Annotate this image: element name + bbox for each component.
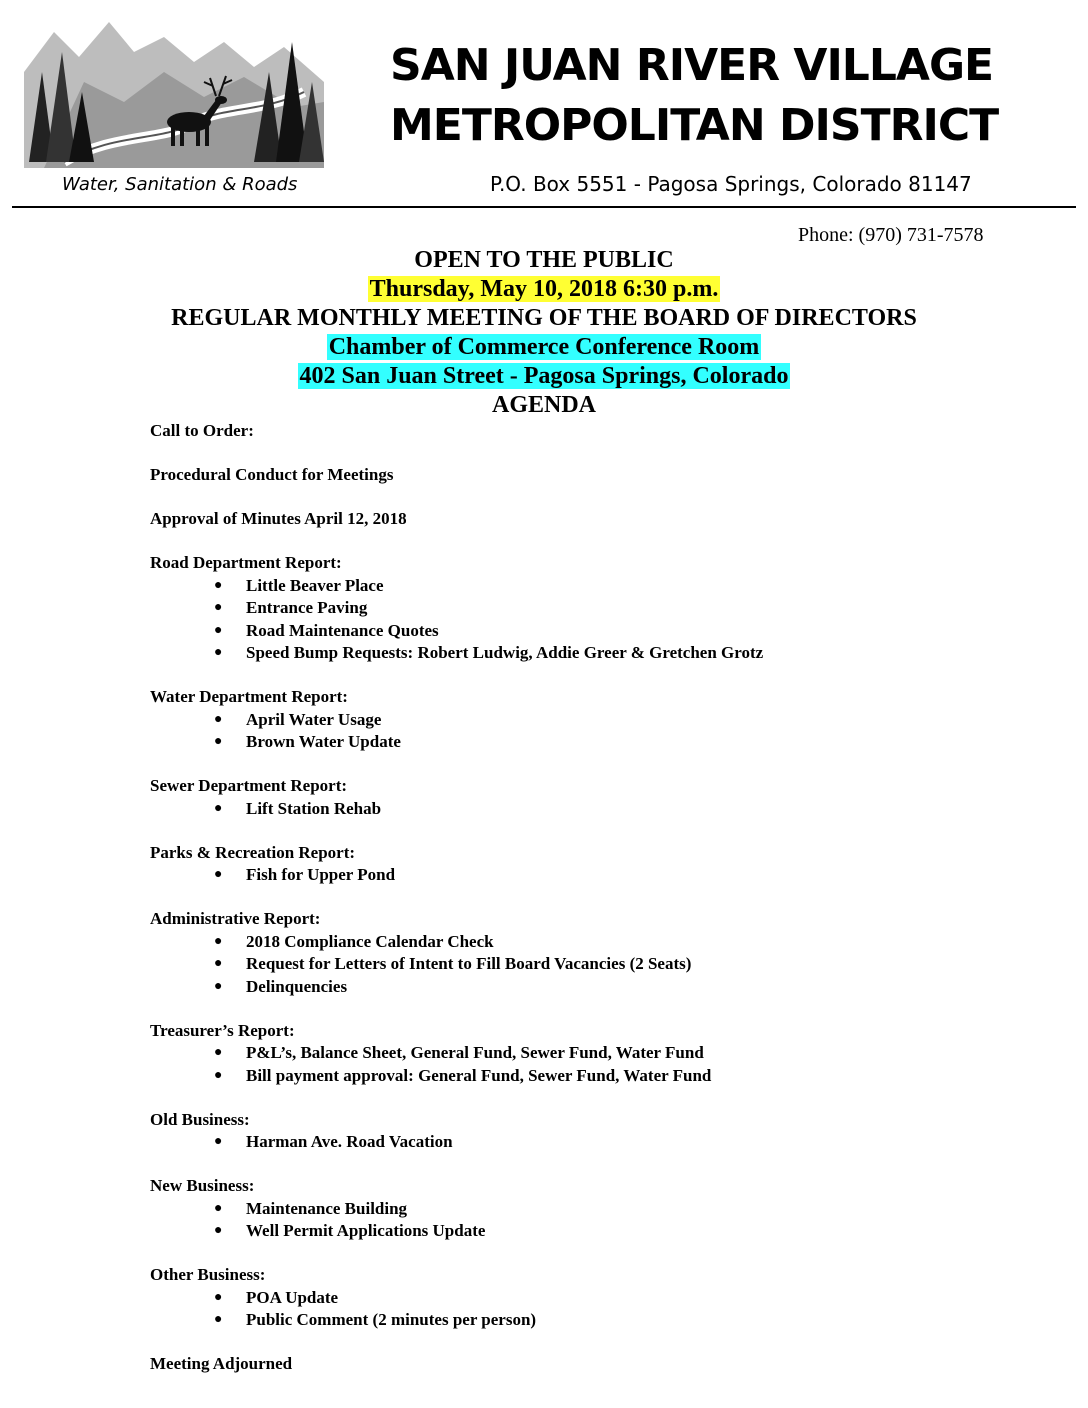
agenda-item-list bbox=[150, 1042, 1050, 1087]
bullet-icon: ● bbox=[214, 711, 223, 727]
bullet-icon: ● bbox=[214, 867, 223, 882]
section-spacer bbox=[150, 1332, 1050, 1354]
agenda-item-text: Fish for Upper Pond bbox=[246, 865, 396, 884]
agenda-section bbox=[150, 1353, 1050, 1376]
agenda-item bbox=[150, 620, 1050, 643]
meeting-datetime: Thursday, May 10, 2018 6:30 p.m. bbox=[369, 276, 719, 302]
agenda-section-title: Sewer Department Report: bbox=[150, 776, 348, 795]
agenda-item-list bbox=[150, 709, 1050, 754]
agenda-section-title: Meeting Adjourned bbox=[150, 1354, 293, 1373]
bullet-icon: ● bbox=[214, 600, 223, 615]
mailing-address: P.O. Box 5551 - Pagosa Springs, Colorado 81147 bbox=[490, 172, 972, 196]
agenda-section bbox=[150, 508, 1050, 531]
agenda-item bbox=[150, 798, 1050, 821]
agenda-item-text: Harman Ave. Road Vacation bbox=[246, 1132, 453, 1151]
agenda-item-list bbox=[150, 931, 1050, 999]
meeting-notice bbox=[0, 246, 1088, 420]
agenda-item-text: Entrance Paving bbox=[246, 598, 368, 617]
bullet-icon: ● bbox=[214, 1067, 223, 1083]
agenda-section bbox=[150, 1175, 1050, 1243]
agenda-item bbox=[150, 1220, 1050, 1243]
agenda-list bbox=[150, 420, 1050, 1376]
agenda-item bbox=[150, 575, 1050, 598]
agenda-section bbox=[150, 1020, 1050, 1088]
section-spacer bbox=[150, 887, 1050, 909]
bullet-icon: ● bbox=[214, 956, 223, 971]
agenda-item-text: Brown Water Update bbox=[246, 732, 401, 751]
district-logo bbox=[24, 12, 324, 168]
venue-address: 402 San Juan Street - Pagosa Springs, Colorado bbox=[299, 363, 789, 389]
section-spacer bbox=[150, 1243, 1050, 1265]
agenda-item-text: POA Update bbox=[246, 1287, 339, 1307]
organization-name-line-2: METROPOLITAN DISTRICT bbox=[390, 100, 999, 151]
agenda-item-text: 2018 Compliance Calendar Check bbox=[246, 931, 494, 951]
agenda-item-list bbox=[150, 1287, 1050, 1332]
agenda-item bbox=[150, 1309, 1050, 1332]
tagline: Water, Sanitation & Roads bbox=[62, 174, 298, 195]
agenda-section bbox=[150, 1264, 1050, 1332]
agenda-item-text: Road Maintenance Quotes bbox=[246, 620, 439, 640]
bullet-icon: ● bbox=[214, 933, 223, 949]
section-spacer bbox=[150, 998, 1050, 1020]
agenda-section bbox=[150, 908, 1050, 998]
agenda-section-title: Call to Order: bbox=[150, 421, 254, 440]
agenda-item bbox=[150, 1198, 1050, 1221]
bullet-icon: ● bbox=[214, 734, 223, 749]
agenda-section-title: New Business: bbox=[150, 1176, 255, 1195]
phone-number: Phone: (970) 731-7578 bbox=[798, 224, 984, 246]
agenda-item-list bbox=[150, 1198, 1050, 1243]
agenda-item-list bbox=[150, 1131, 1050, 1154]
agenda-item-text: Lift Station Rehab bbox=[246, 798, 382, 818]
bullet-icon: ● bbox=[214, 645, 223, 660]
agenda-section bbox=[150, 552, 1050, 665]
section-spacer bbox=[150, 665, 1050, 687]
agenda-item bbox=[150, 976, 1050, 999]
agenda-item bbox=[150, 1042, 1050, 1065]
agenda-section-title: Road Department Report: bbox=[150, 553, 342, 572]
agenda-item bbox=[150, 1131, 1050, 1154]
meeting-title: REGULAR MONTHLY MEETING OF THE BOARD OF DIRECTORS bbox=[171, 305, 917, 331]
agenda-item bbox=[150, 931, 1050, 954]
agenda-section bbox=[150, 842, 1050, 887]
section-spacer bbox=[150, 1154, 1050, 1176]
agenda-section bbox=[150, 775, 1050, 820]
agenda-item-text: Request for Letters of Intent to Fill Board Vacancies (2 Seats) bbox=[246, 954, 692, 973]
section-spacer bbox=[150, 1087, 1050, 1109]
agenda-section-title: Approval of Minutes April 12, 2018 bbox=[150, 509, 407, 528]
agenda-section-title: Administrative Report: bbox=[150, 909, 321, 928]
organization-name-line-1: SAN JUAN RIVER VILLAGE bbox=[390, 40, 994, 91]
section-spacer bbox=[150, 487, 1050, 509]
bullet-icon: ● bbox=[214, 1223, 223, 1238]
section-spacer bbox=[150, 820, 1050, 842]
agenda-section-title: Procedural Conduct for Meetings bbox=[150, 465, 394, 484]
agenda-item-text: Delinquencies bbox=[246, 976, 348, 996]
bullet-icon: ● bbox=[214, 1045, 223, 1060]
agenda-item-text: Maintenance Building bbox=[246, 1198, 408, 1218]
section-spacer bbox=[150, 531, 1050, 553]
agenda-item-text: April Water Usage bbox=[246, 709, 382, 729]
meeting-venue: Chamber of Commerce Conference Room bbox=[328, 334, 760, 360]
agenda-item bbox=[150, 953, 1050, 976]
agenda-item-list bbox=[150, 798, 1050, 821]
agenda-item-text: Speed Bump Requests: Robert Ludwig, Addie Greer & Gretchen Grotz bbox=[246, 643, 764, 662]
agenda-section-title: Old Business: bbox=[150, 1109, 250, 1129]
bullet-icon: ● bbox=[214, 622, 223, 638]
open-to-public: OPEN TO THE PUBLIC bbox=[414, 247, 674, 273]
agenda-item bbox=[150, 642, 1050, 665]
agenda-item-list bbox=[150, 575, 1050, 665]
agenda-item-text: Little Beaver Place bbox=[246, 575, 384, 595]
agenda-section-title: Treasurer’s Report: bbox=[150, 1020, 295, 1040]
agenda-section bbox=[150, 420, 1050, 443]
bullet-icon: ● bbox=[214, 978, 223, 994]
bullet-icon: ● bbox=[214, 1289, 223, 1305]
agenda-item-text: Public Comment (2 minutes per person) bbox=[246, 1310, 537, 1329]
agenda-section bbox=[150, 686, 1050, 754]
organization-name bbox=[390, 36, 1030, 156]
agenda-item bbox=[150, 597, 1050, 620]
agenda-item bbox=[150, 1287, 1050, 1310]
agenda-item bbox=[150, 709, 1050, 732]
agenda-item-text: P&L’s, Balance Sheet, General Fund, Sewer Fund, Water Fund bbox=[246, 1043, 704, 1062]
bullet-icon: ● bbox=[214, 1200, 223, 1216]
agenda-item bbox=[150, 731, 1050, 754]
bullet-icon: ● bbox=[214, 1312, 223, 1327]
agenda-item-text: Bill payment approval: General Fund, Sewer Fund, Water Fund bbox=[246, 1065, 712, 1085]
agenda-item-list bbox=[150, 864, 1050, 887]
section-spacer bbox=[150, 443, 1050, 465]
agenda-section-title: Water Department Report: bbox=[150, 687, 348, 706]
header-divider bbox=[12, 206, 1076, 208]
agenda-item bbox=[150, 864, 1050, 887]
agenda-item-text: Well Permit Applications Update bbox=[246, 1221, 486, 1240]
agenda-heading: AGENDA bbox=[491, 392, 596, 418]
agenda-item bbox=[150, 1065, 1050, 1088]
section-spacer bbox=[150, 754, 1050, 776]
agenda-section-title: Parks & Recreation Report: bbox=[150, 842, 356, 862]
bullet-icon: ● bbox=[214, 1134, 223, 1149]
bullet-icon: ● bbox=[214, 800, 223, 816]
agenda-section bbox=[150, 1109, 1050, 1154]
agenda-section-title: Other Business: bbox=[150, 1265, 266, 1284]
bullet-icon: ● bbox=[214, 577, 223, 593]
agenda-section bbox=[150, 464, 1050, 487]
